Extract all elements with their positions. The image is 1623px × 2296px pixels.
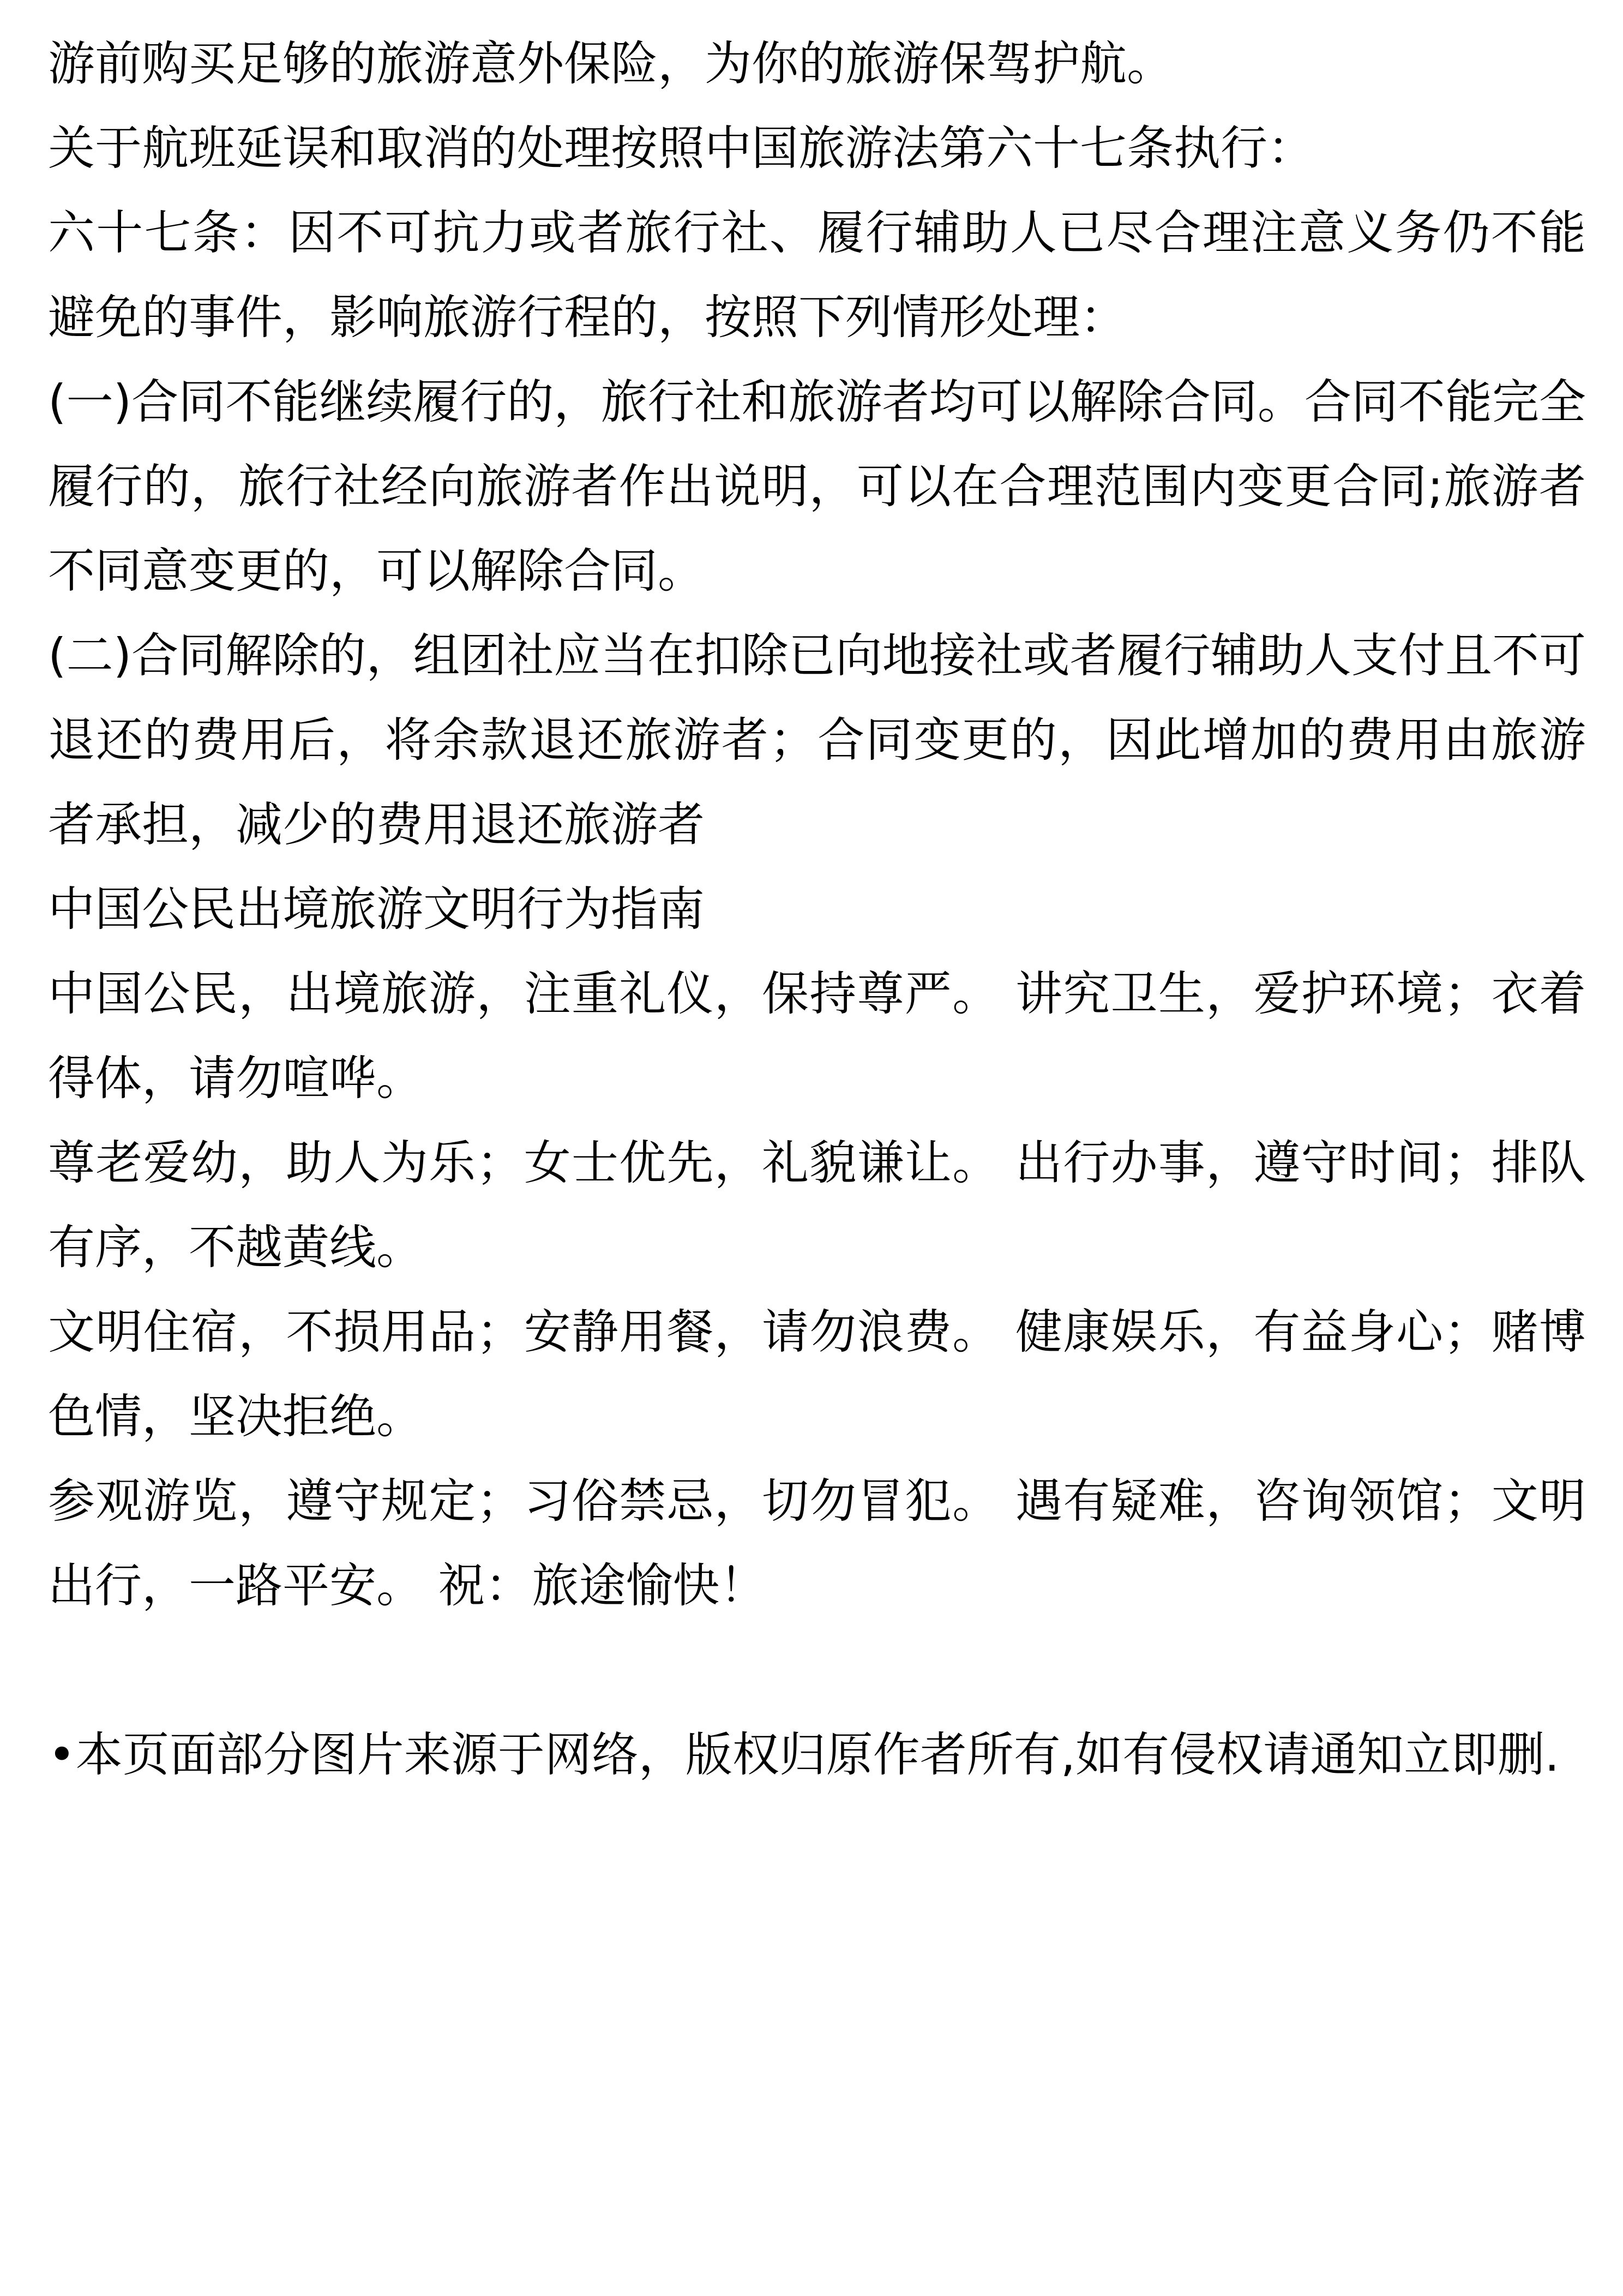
- paragraph-flight-delay-intro: 关于航班延误和取消的处理按照中国旅游法第六十七条执行：: [48, 121, 1314, 176]
- document-page: [48, 22, 1586, 1797]
- paragraph-insurance-note: 游前购买足够的旅游意外保险，为你的旅游保驾护航。: [48, 37, 1174, 91]
- paragraph-clause-one: (一)合同不能继续履行的，旅行社和旅游者均可以解除合同。合同不能完全履行的，旅行社经向旅游者作出说明，可以在合理范围内变更合同;旅游者不同意变更的，可以解除合同。: [48, 375, 1586, 598]
- paragraph-guide-line-2: 尊老爱幼，助人为乐；女士优先，礼貌谦让。 出行办事，遵守时间；排队有序，不越黄线。: [48, 1136, 1586, 1275]
- footer-copyright-note: •本页面部分图片来源于网络，版权归原作者所有,如有侵权请通知立即删.: [48, 1728, 1560, 1782]
- paragraph-clause-two: (二)合同解除的，组团社应当在扣除已向地接社或者履行辅助人支付且不可退还的费用后，将余款退还旅游者；合同变更的，因此增加的费用由旅游者承担，减少的费用退还旅游者: [48, 628, 1586, 852]
- paragraph-article-67: 六十七条：因不可抗力或者旅行社、履行辅助人已尽合理注意义务仍不能避免的事件，影响旅游行程的，按照下列情形处理：: [48, 206, 1586, 345]
- paragraph-guide-line-4: 参观游览，遵守规定；习俗禁忌，切勿冒犯。 遇有疑难，咨询领馆；文明出行，一路平安。 祝：旅途愉快！: [48, 1474, 1586, 1613]
- paragraph-guide-line-1: 中国公民，出境旅游，注重礼仪，保持尊严。 讲究卫生，爱护环境；衣着得体，请勿喧哗。: [48, 967, 1586, 1106]
- blank-line: [48, 1628, 1586, 1713]
- section-heading-civilized-travel-guide: 中国公民出境旅游文明行为指南: [48, 882, 705, 937]
- paragraph-guide-line-3: 文明住宿，不损用品；安静用餐，请勿浪费。 健康娱乐，有益身心；赌博色情，坚决拒绝。: [48, 1305, 1586, 1444]
